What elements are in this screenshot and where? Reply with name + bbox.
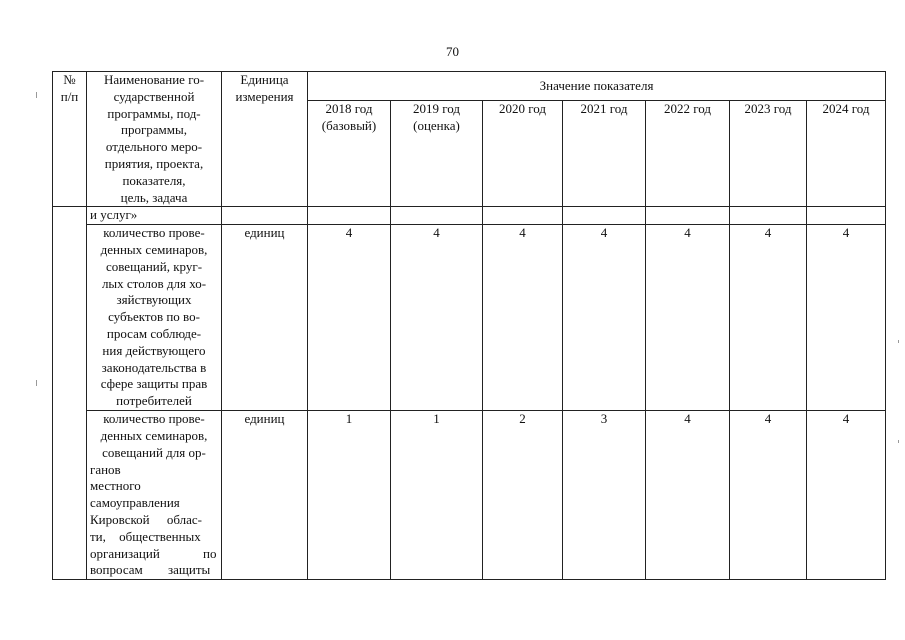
year-header-2020: 2020 год bbox=[483, 100, 563, 206]
number-cell bbox=[53, 207, 87, 580]
year-header-2024: 2024 год bbox=[807, 100, 886, 206]
continuation-text: и услуг» bbox=[87, 207, 222, 225]
scan-speck bbox=[898, 340, 899, 343]
scan-speck bbox=[36, 92, 37, 98]
value-cell-2022: 4 bbox=[646, 225, 730, 411]
value-cell-2024: 4 bbox=[807, 225, 886, 411]
value-cell-2018: 1 bbox=[308, 411, 391, 580]
value-cell-2019: 1 bbox=[391, 411, 483, 580]
empty-cell bbox=[646, 207, 730, 225]
empty-cell bbox=[730, 207, 807, 225]
value-cell-2023: 4 bbox=[730, 411, 807, 580]
value-cell-2018: 4 bbox=[308, 225, 391, 411]
year-header-2022: 2022 год bbox=[646, 100, 730, 206]
empty-cell bbox=[391, 207, 483, 225]
table-row bbox=[53, 225, 886, 411]
value-cell-2022: 4 bbox=[646, 411, 730, 580]
continuation-row bbox=[53, 207, 886, 225]
unit-cell: единиц bbox=[222, 411, 308, 580]
value-cell-2021: 3 bbox=[563, 411, 646, 580]
scan-speck bbox=[898, 440, 899, 443]
indicator-table bbox=[52, 71, 886, 580]
value-cell-2019: 4 bbox=[391, 225, 483, 411]
col-header-name: Наименование го- сударственной программы, под- программы, отдельного меро- приятия, проекта, показателя, цель, задача bbox=[87, 72, 222, 207]
year-header-2023: 2023 год bbox=[730, 100, 807, 206]
col-header-number: № п/п bbox=[53, 72, 87, 207]
value-cell-2024: 4 bbox=[807, 411, 886, 580]
empty-cell bbox=[563, 207, 646, 225]
table-row bbox=[53, 411, 886, 580]
year-header-2018: 2018 год (базовый) bbox=[308, 100, 391, 206]
col-header-unit: Единица измерения bbox=[222, 72, 308, 207]
empty-cell bbox=[308, 207, 391, 225]
header-row bbox=[53, 72, 886, 101]
year-header-2019: 2019 год (оценка) bbox=[391, 100, 483, 206]
scan-speck bbox=[36, 380, 37, 386]
unit-cell: единиц bbox=[222, 225, 308, 411]
year-header-2021: 2021 год bbox=[563, 100, 646, 206]
value-cell-2023: 4 bbox=[730, 225, 807, 411]
indicator-name: количество прове- денных семинаров, совещаний, круг- лых столов для хо- зяйствующих субъектов по во- просам соблюде- ния действующего законодательства в сфере защиты прав потребителей bbox=[87, 225, 222, 411]
value-cell-2021: 4 bbox=[563, 225, 646, 411]
empty-cell bbox=[483, 207, 563, 225]
indicator-name: количество прове- денных семинаров, совещаний для ор- ганов местного самоуправления Кировской облас- ти, общественных организаций по вопросам защиты bbox=[87, 411, 222, 580]
value-cell-2020: 2 bbox=[483, 411, 563, 580]
empty-cell bbox=[222, 207, 308, 225]
col-header-values-group: Значение показателя bbox=[308, 72, 886, 101]
page-number: 70 bbox=[446, 44, 459, 59]
empty-cell bbox=[807, 207, 886, 225]
value-cell-2020: 4 bbox=[483, 225, 563, 411]
